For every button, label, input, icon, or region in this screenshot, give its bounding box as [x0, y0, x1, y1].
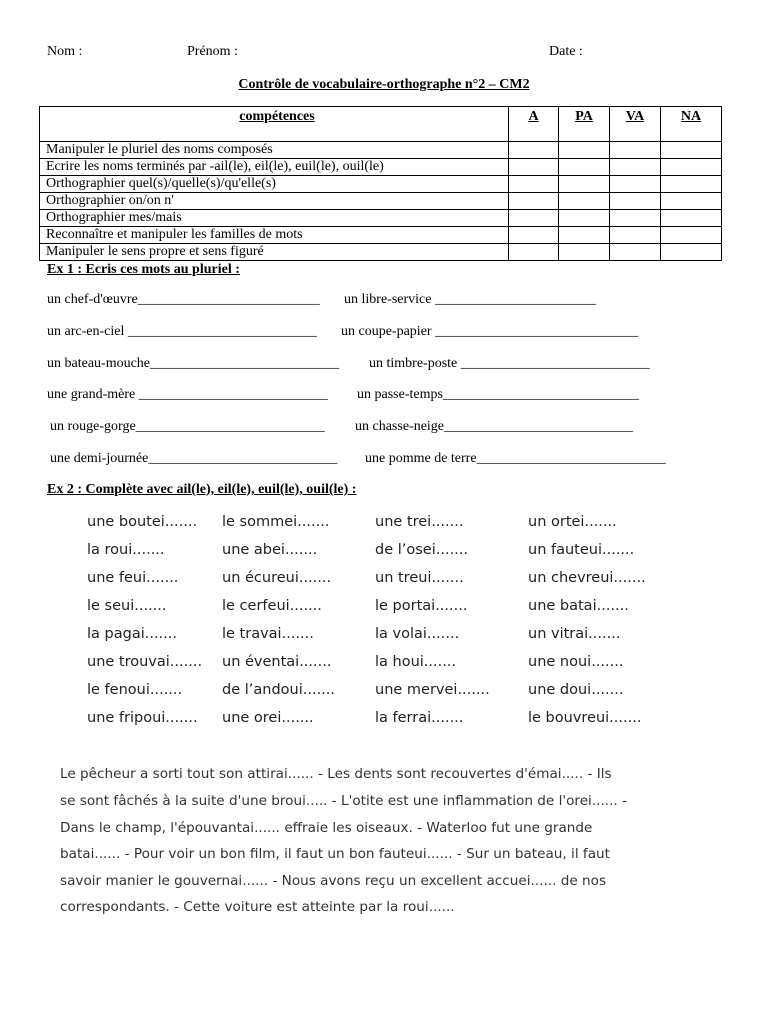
ex2-word: un ortei....... [528, 514, 617, 530]
ex2-word: le seui....... [87, 598, 167, 614]
ex2-word: le travai....... [222, 626, 314, 642]
ex1-word: un coupe-papier _____________________________ [341, 324, 639, 339]
ex2-paragraph-line: se sont fâchés à la suite d'une broui..... - L'otite est une inflammation de l'orei...... - [60, 793, 627, 809]
cell-va[interactable] [610, 244, 661, 261]
ex1-word: une demi-journée___________________________ [50, 451, 338, 466]
ex2-paragraph-line: Dans le champ, l'épouvantai...... effraie les oiseaux. - Waterloo fut une grande [60, 820, 593, 836]
ex1-word: un chasse-neige___________________________ [355, 419, 634, 434]
cell-a[interactable] [509, 142, 559, 159]
table-row [40, 244, 722, 261]
ex1-title: Ex 1 : Ecris ces mots au pluriel : [47, 262, 240, 277]
ex1-word: un rouge-gorge___________________________ [50, 419, 325, 434]
header-competences: compétences [40, 107, 509, 142]
ex2-word: une trei....... [375, 514, 464, 530]
cell-pa[interactable] [559, 227, 610, 244]
ex2-word: de l’andoui....... [222, 682, 336, 698]
table-row [40, 142, 722, 159]
cell-va[interactable] [610, 159, 661, 176]
ex2-word: la pagai....... [87, 626, 177, 642]
ex2-word: le fenoui....... [87, 682, 183, 698]
ex2-title: Ex 2 : Complète avec ail(le), eil(le), euil(le), ouil(le) : [47, 482, 357, 497]
competence-label: Orthographier on/on n' [40, 193, 509, 210]
header-a: A [509, 107, 559, 142]
ex2-paragraph-line: batai...... - Pour voir un bon film, il faut un bon fauteui...... - Sur un bateau, il faut [60, 846, 610, 862]
ex1-word: un arc-en-ciel ___________________________ [47, 324, 317, 339]
cell-na[interactable] [661, 193, 722, 210]
cell-na[interactable] [661, 227, 722, 244]
header-va: VA [610, 107, 661, 142]
ex1-word: une pomme de terre___________________________ [365, 451, 666, 466]
prenom-label: Prénom : [187, 44, 238, 59]
ex2-word: un écureui....... [222, 570, 332, 586]
ex2-word: la houi....... [375, 654, 457, 670]
cell-va[interactable] [610, 210, 661, 227]
ex2-paragraph-line: correspondants. - Cette voiture est atteinte par la roui...... [60, 899, 455, 915]
table-row [40, 210, 722, 227]
cell-pa[interactable] [559, 210, 610, 227]
ex2-paragraph-line: savoir manier le gouvernai...... - Nous avons reçu un excellent accuei...... de nos [60, 873, 607, 889]
ex2-word: une mervei....... [375, 682, 490, 698]
ex2-word: le cerfeui....... [222, 598, 322, 614]
cell-va[interactable] [610, 142, 661, 159]
date-label: Date : [549, 44, 583, 59]
cell-a[interactable] [509, 227, 559, 244]
ex2-word: une boutei....... [87, 514, 198, 530]
ex2-word: la volai....... [375, 626, 460, 642]
cell-na[interactable] [661, 142, 722, 159]
ex1-word: un bateau-mouche___________________________ [47, 356, 340, 371]
header-na: NA [661, 107, 722, 142]
ex1-word: un libre-service _______________________ [344, 292, 596, 307]
ex2-word: un vitrai....... [528, 626, 621, 642]
nom-label: Nom : [47, 44, 83, 59]
ex2-word: le sommei....... [222, 514, 330, 530]
cell-va[interactable] [610, 176, 661, 193]
ex2-word: une trouvai....... [87, 654, 203, 670]
cell-na[interactable] [661, 176, 722, 193]
cell-a[interactable] [509, 176, 559, 193]
ex2-word: le bouvreui....... [528, 710, 642, 726]
ex2-word: une noui....... [528, 654, 624, 670]
cell-pa[interactable] [559, 159, 610, 176]
header-pa: PA [559, 107, 610, 142]
competence-label: Orthographier mes/mais [40, 210, 509, 227]
ex1-word: un timbre-poste ___________________________ [369, 356, 650, 371]
cell-a[interactable] [509, 193, 559, 210]
cell-pa[interactable] [559, 176, 610, 193]
ex2-word: une batai....... [528, 598, 629, 614]
ex1-word: un passe-temps____________________________ [357, 387, 639, 402]
competence-label: Orthographier quel(s)/quelle(s)/qu'elle(s) [40, 176, 509, 193]
competences-header-row [40, 107, 722, 142]
ex2-word: une orei....... [222, 710, 314, 726]
cell-na[interactable] [661, 159, 722, 176]
page-title: Contrôle de vocabulaire-orthographe n°2 – CM2 [238, 77, 530, 92]
table-row [40, 159, 722, 176]
cell-pa[interactable] [559, 244, 610, 261]
competence-label: Reconnaître et manipuler les familles de mots [40, 227, 509, 244]
ex2-word: un chevreui....... [528, 570, 646, 586]
cell-pa[interactable] [559, 142, 610, 159]
table-row [40, 193, 722, 210]
ex1-word: une grand-mère ___________________________ [47, 387, 328, 402]
ex2-word: une fripoui....... [87, 710, 198, 726]
competences-table [39, 106, 722, 261]
table-row [40, 227, 722, 244]
cell-va[interactable] [610, 227, 661, 244]
ex2-word: de l’osei....... [375, 542, 469, 558]
cell-pa[interactable] [559, 193, 610, 210]
competence-label: Manipuler le pluriel des noms composés [40, 142, 509, 159]
ex2-word: un éventai....... [222, 654, 332, 670]
ex2-word: une feui....... [87, 570, 179, 586]
table-row [40, 176, 722, 193]
ex2-word: une doui....... [528, 682, 624, 698]
competence-label: Ecrire les noms terminés par -ail(le), eil(le), euil(le), ouil(le) [40, 159, 509, 176]
cell-na[interactable] [661, 244, 722, 261]
ex2-word: le portai....... [375, 598, 468, 614]
ex2-word: une abei....... [222, 542, 318, 558]
ex1-word: un chef-d'œuvre__________________________ [47, 292, 320, 307]
ex2-paragraph-line: Le pêcheur a sorti tout son attirai...... - Les dents sont recouvertes d'émai..... - Ils [60, 766, 612, 782]
cell-a[interactable] [509, 210, 559, 227]
cell-a[interactable] [509, 159, 559, 176]
ex2-word: un treui....... [375, 570, 464, 586]
ex2-word: un fauteui....... [528, 542, 635, 558]
ex2-word: la ferrai....... [375, 710, 464, 726]
competence-label: Manipuler le sens propre et sens figuré [40, 244, 509, 261]
cell-na[interactable] [661, 210, 722, 227]
cell-va[interactable] [610, 193, 661, 210]
cell-a[interactable] [509, 244, 559, 261]
ex2-word: la roui....... [87, 542, 165, 558]
